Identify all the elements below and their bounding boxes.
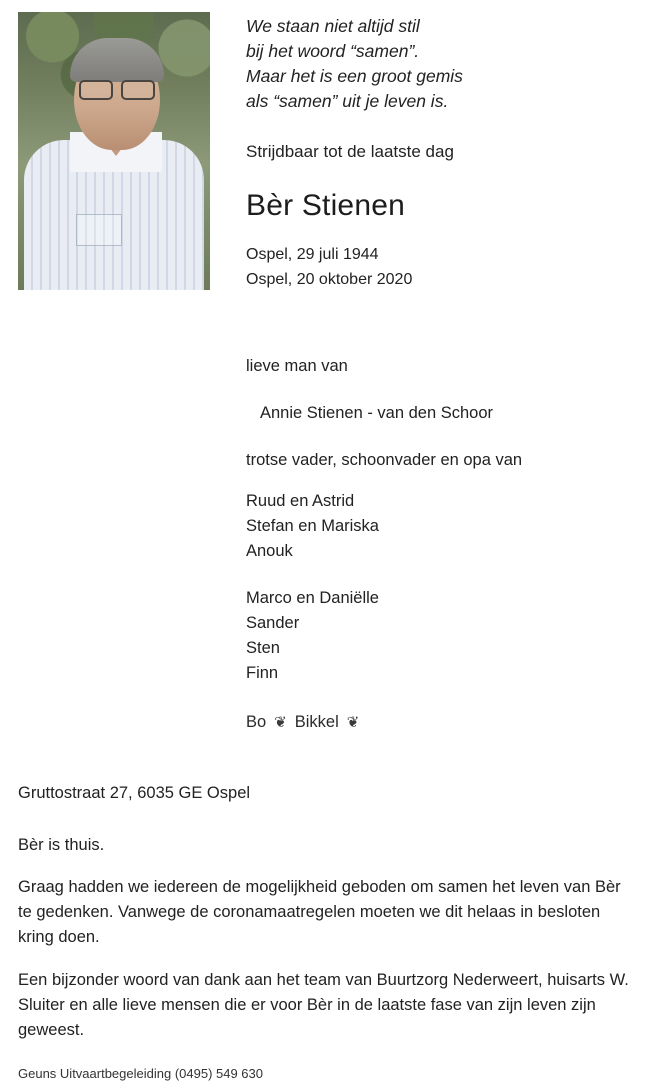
list-item: Sander	[246, 614, 300, 632]
poem	[246, 14, 633, 114]
paw-print-icon: ❦	[346, 714, 360, 731]
lead-sentence: Strijdbaar tot de laatste dag	[246, 142, 454, 161]
father-label: trotse vader, schoonvader en opa van	[246, 451, 523, 469]
children-group-1	[246, 489, 633, 564]
family-section	[0, 354, 657, 735]
pet-name-1: Bo	[246, 713, 267, 731]
children-group-2	[246, 586, 633, 686]
list-item: Sten	[246, 639, 280, 657]
pets-line	[246, 710, 633, 735]
header-section	[0, 0, 657, 292]
poem-line-3: Maar het is een groot gemis	[246, 66, 463, 86]
pet-name-2: Bikkel	[294, 713, 339, 731]
glasses-icon	[78, 80, 156, 97]
portrait-column	[0, 12, 210, 290]
paragraph-2: Een bijzonder woord van dank aan het team van Buurtzorg Nederweert, huisarts W. Sluiter en alle lieve mensen die er voor Bèr in de laatste fase van zijn leven zijn geweest.	[18, 971, 629, 1039]
address: Gruttostraat 27, 6035 GE Ospel	[18, 784, 251, 802]
list-item: Stefan en Mariska	[246, 517, 379, 535]
husband-label: lieve man van	[246, 357, 348, 375]
photo-shirt-pocket	[76, 214, 122, 246]
funeral-home-footer: Geuns Uitvaartbegeleiding (0495) 549 630	[18, 1066, 264, 1081]
poem-line-1: We staan niet altijd stil	[246, 16, 420, 36]
home-note: Bèr is thuis.	[18, 836, 105, 854]
life-dates	[246, 242, 633, 292]
paw-print-icon: ❦	[274, 714, 287, 731]
deceased-name: Bèr Stienen	[246, 189, 405, 222]
spouse-name: Annie Stienen - van den Schoor	[260, 404, 493, 422]
list-item: Marco en Daniëlle	[246, 589, 379, 607]
header-text-column	[210, 12, 657, 292]
birth-date: Ospel, 29 juli 1944	[246, 246, 379, 263]
list-item: Ruud en Astrid	[246, 492, 355, 510]
paragraph-1: Graag hadden we iedereen de mogelijkheid geboden om samen het leven van Bèr te gedenken. Vanwege de coronamaatregelen moeten we dit helaas in besloten kring doen.	[18, 878, 621, 946]
poem-line-2: bij het woord “samen”.	[246, 41, 420, 61]
death-date: Ospel, 20 oktober 2020	[246, 271, 413, 288]
bottom-section	[0, 781, 657, 1083]
list-item: Anouk	[246, 542, 293, 560]
list-item: Finn	[246, 664, 279, 682]
poem-line-4: als “samen” uit je leven is.	[246, 91, 449, 111]
portrait-photo	[18, 12, 210, 290]
